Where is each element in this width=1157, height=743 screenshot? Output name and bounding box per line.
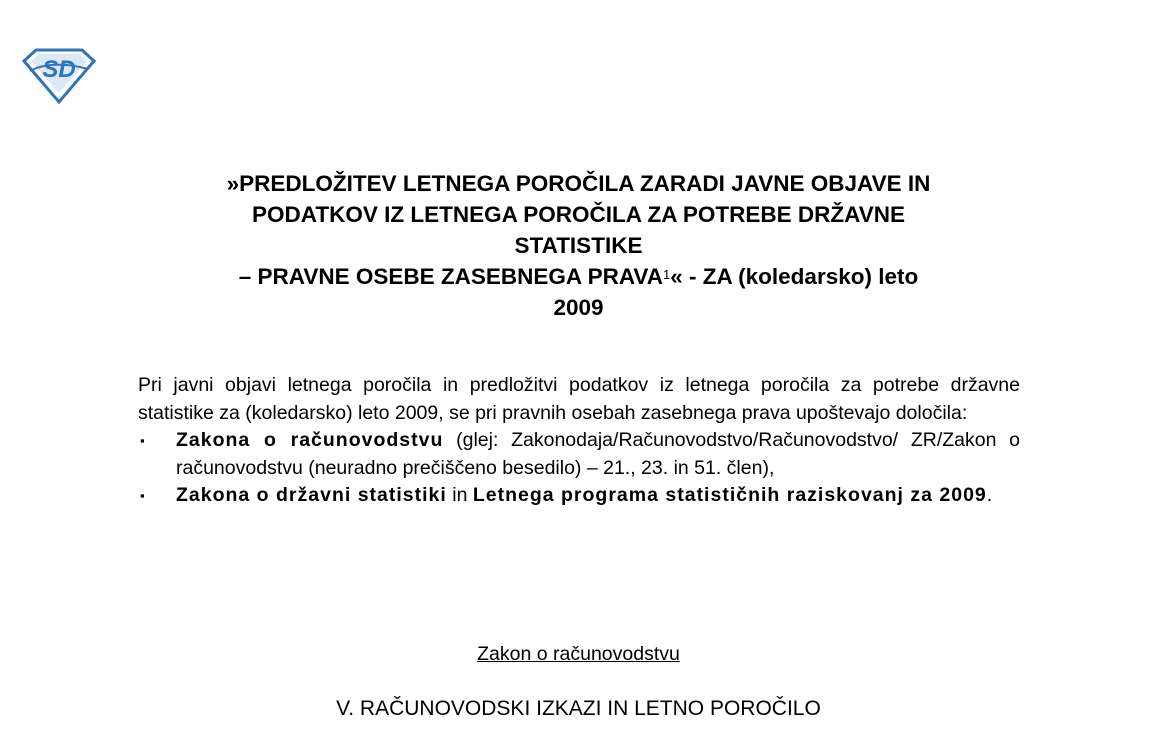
title-line-1: »PREDLOŽITEV LETNEGA POROČILA ZARADI JAVNE OBJAVE IN [226, 171, 931, 196]
title-line-4-end: « - ZA (koledarsko) leto [670, 264, 919, 289]
bullet-icon: ▪ [140, 488, 145, 503]
law-name-accounting: Zakona o računovodstvu [176, 429, 444, 451]
title-year: 2009 [553, 295, 604, 320]
annual-program-name: Letnega programa statističnih raziskovanj za 2009 [472, 484, 987, 506]
title-line-3: STATISTIKE [514, 233, 643, 258]
footnote-mark[interactable]: 1 [663, 267, 671, 282]
list-item [138, 427, 1020, 482]
list-item-connector: in [446, 484, 473, 506]
title-line-4 [120, 261, 1037, 292]
document-body [138, 372, 1020, 510]
title-line-4-main: – PRAVNE OSEBE ZASEBNEGA PRAVA [238, 264, 664, 289]
sd-logo [22, 47, 96, 105]
chapter-heading: V. RAČUNOVODSKI IZKAZI IN LETNO POROČILO [336, 697, 821, 720]
list-item [138, 482, 1020, 510]
law-name-statistics: Zakona o državni statistiki [176, 484, 447, 506]
bullet-icon: ▪ [140, 433, 145, 448]
list-item-end: . [986, 484, 993, 506]
title-line-2: PODATKOV IZ LETNEGA POROČILA ZA POTREBE DRŽAVNE [252, 202, 905, 227]
intro-paragraph: Pri javni objavi letnega poročila in predložitvi podatkov iz letnega poročila za potrebe državne statistike za (koledarsko) leto 2009, se pri pravnih osebah zasebnega prava upoštevajo določila: [138, 374, 1020, 424]
list-item-text: (glej: Zakonodaja/Računovodstvo/Računovodstvo/ ZR/Zakon o računovodstvu (neuradno prečiščeno besedilo) – 21., 23. in 51. člen), [176, 429, 1020, 479]
logo-lettering: SD [42, 56, 76, 83]
document-title [120, 168, 1037, 323]
provisions-list [138, 427, 1020, 510]
section-subheading: Zakon o računovodstvu [477, 643, 680, 665]
